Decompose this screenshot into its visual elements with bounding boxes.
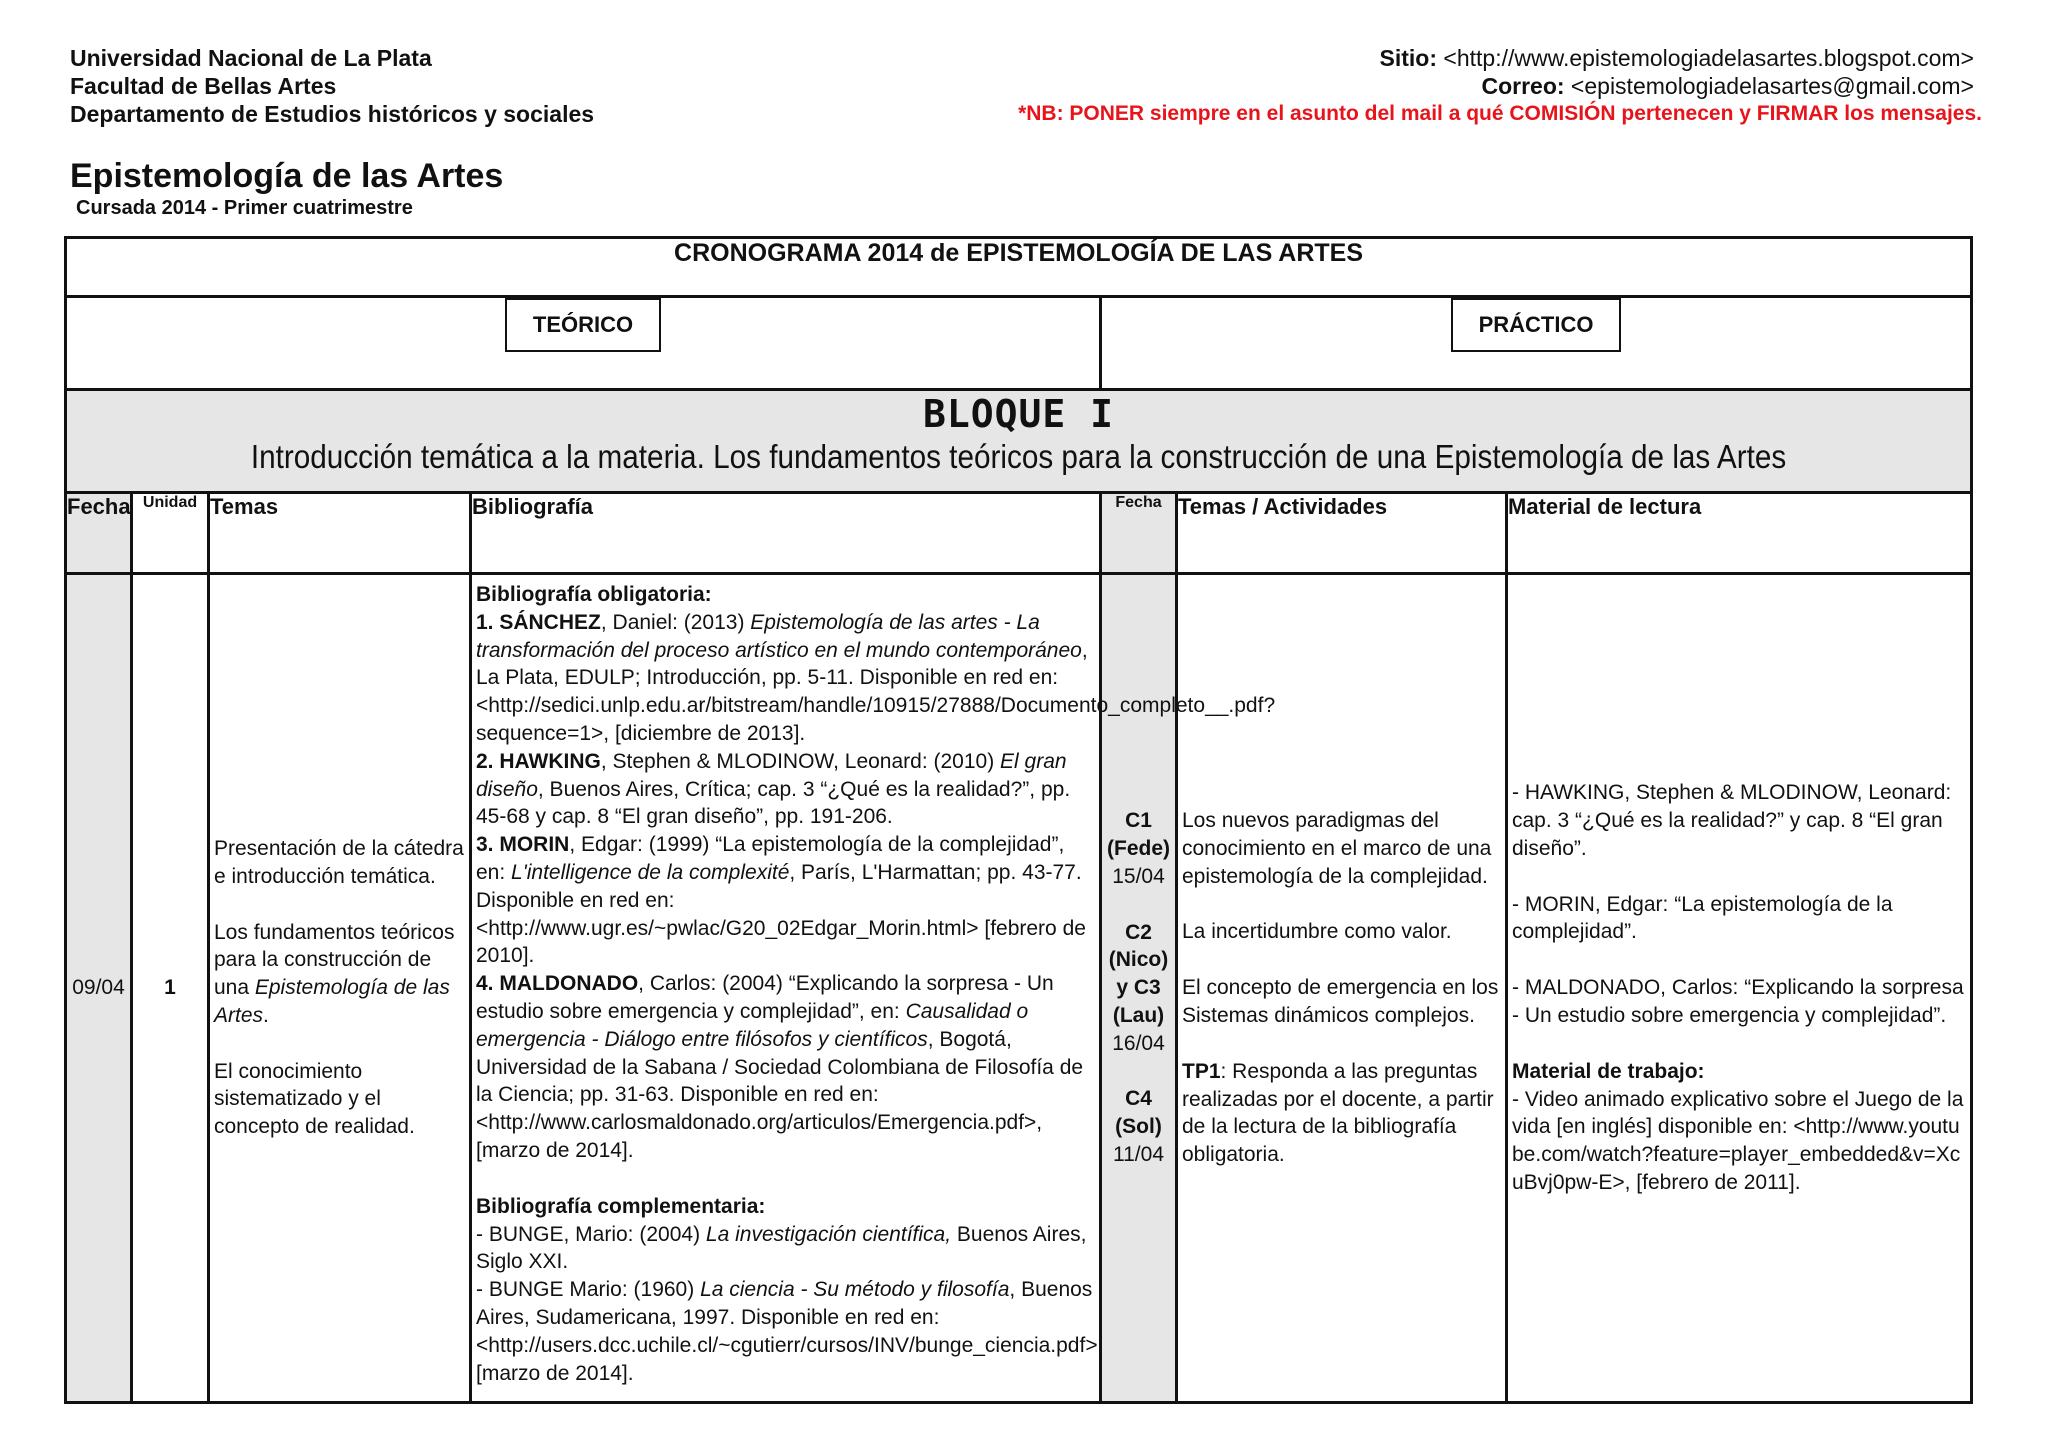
institution-header (70, 44, 594, 128)
row-material (1507, 574, 1972, 1403)
actividad-tp1: TP1: Responda a las preguntas realizadas por el docente, a partir de la lectura de la bibliografía obligatoria. (1182, 1059, 1494, 1167)
comision-2-3: C2 (Nico) y C3 (Lau) (1108, 920, 1169, 1027)
bib-comp-entry-1: - BUNGE, Mario: (2004) La investigación científica, Buenos Aires, Siglo XXI. (476, 1222, 1087, 1274)
bib-obligatoria-title: Bibliografía obligatoria: (476, 583, 712, 606)
bib-entry-4: 4. MALDONADO, Carlos: (2004) “Explicando la sorpresa - Un estudio sobre emergencia y complejidad”, en: Causalidad o emergencia - Diálogo entre filósofos y científicos, Bogotá, Universidad de la Sabana / Sociedad Colombiana de Filosofía de la Ciencia; pp. 31-63. Disponible en red en: <http://www.carlosmaldonado.org/articulos/Emergencia.pdf>, [marzo de 2014]. (476, 972, 1084, 1162)
material-maldonado: - MALDONADO, Carlos: “Explicando la sorpresa - Un estudio sobre emergencia y complejidad”. (1512, 976, 1964, 1027)
site-label: Sitio: (1379, 45, 1438, 71)
mail-link[interactable]: <epistemologiadelasartes@gmail.com> (1564, 73, 1974, 99)
header-bibliografia: Bibliografía (471, 493, 1101, 574)
bib-entry-2: 2. HAWKING, Stephen & MLODINOW, Leonard: (2010) El gran diseño, Buenos Aires, Crítica; cap. 3 “¿Qué es la realidad?”, pp. 45-68 y cap. 8 “El gran diseño”, pp. 191-206. (476, 749, 1071, 829)
cronograma-table (64, 236, 1973, 1404)
site-line (1018, 44, 1974, 72)
bloque-subtitle: Introducción temática a la materia. Los fundamentos teóricos para la construcción de una Epistemología de las Artes (250, 438, 1787, 475)
row-temas (209, 574, 471, 1403)
comision-2-3-date: 16/04 (1112, 1031, 1165, 1055)
bloque-banner (66, 390, 1972, 493)
course-title-block (70, 156, 503, 220)
comision-4: C4 (Sol) (1115, 1087, 1162, 1139)
header-temas-actividades: Temas / Actividades (1177, 493, 1507, 574)
comision-1-date: 15/04 (1112, 864, 1165, 888)
mail-line (1018, 72, 1974, 100)
nb-notice: *NB: PONER siempre en el asunto del mail a qué COMISIÓN pertenecen y FIRMAR los mensajes. (1018, 102, 1982, 125)
tema-conocimiento: El conocimiento sistematizado y el concepto de realidad. (214, 1059, 415, 1139)
material-trabajo-title: Material de trabajo: (1512, 1059, 1705, 1083)
comision-1: C1 (Fede) (1107, 809, 1170, 860)
department-name: Departamento de Estudios históricos y sociales (70, 101, 595, 127)
bib-entry-3: 3. MORIN, Edgar: (1999) “La epistemología de la complejidad”, en: L'intelligence de la complexité, París, L'Harmattan; pp. 43-77. Disponible en red en: <http://www.ugr.es/~pwlac/G20_02Edgar_Morin.html> [febrero de 2010]. (476, 833, 1086, 968)
bloque-title: BLOQUE I (923, 392, 1115, 436)
teorico-cell (66, 297, 1101, 390)
bib-comp-entry-2: - BUNGE Mario: (1960) La ciencia - Su método y filosofía, Buenos Aires, Sudamericana, 1997. Disponible en red en: <http://users.dcc.uchile.cl/~cgutierr/cursos/INV/bunge_ciencia.pdf>, [marzo de 2014]. (476, 1278, 1104, 1385)
actividad-incertidumbre: La incertidumbre como valor. (1182, 920, 1452, 944)
site-link[interactable]: <http://www.epistemologiadelasartes.blogspot.com> (1437, 45, 1974, 71)
mail-label: Correo: (1481, 73, 1565, 99)
material-morin: - MORIN, Edgar: “La epistemología de la complejidad”. (1512, 892, 1893, 944)
faculty-name: Facultad de Bellas Artes (70, 73, 337, 99)
tema-presentacion: Presentación de la cátedra e introducción temática. (214, 836, 464, 888)
course-subtitle: Cursada 2014 - Primer cuatrimestre (76, 197, 413, 219)
material-hawking: - HAWKING, Stephen & MLODINOW, Leonard: cap. 3 “¿Qué es la realidad?” y cap. 8 “El gran diseño”. (1512, 781, 1952, 860)
actividad-paradigmas: Los nuevos paradigmas del conocimiento en el marco de una epistemología de la complejidad. (1182, 809, 1492, 888)
header-temas: Temas (209, 493, 471, 574)
course-title: Epistemología de las Artes (70, 157, 504, 195)
header-material: Material de lectura (1507, 493, 1972, 574)
university-name: Universidad Nacional de La Plata (70, 45, 432, 71)
header-fecha: Fecha (66, 493, 132, 574)
practico-cell (1101, 297, 1972, 390)
row-unidad: 1 (132, 574, 209, 1403)
contact-header (1018, 44, 1982, 128)
actividad-emergencia: El concepto de emergencia en los Sistemas dinámicos complejos. (1182, 976, 1499, 1027)
bib-entry-1: 1. SÁNCHEZ, Daniel: (2013) Epistemología de las artes - La transformación del proceso artístico en el mundo contemporáneo, La Plata, EDULP; Introducción, pp. 5-11. Disponible en red en: <http://sedici.unlp.edu.ar/bitstream/handle/10915/27888/Documento_completo__.pdf?sequence=1>, [diciembre de 2013]. (476, 610, 1276, 745)
material-trabajo-video: - Video animado explicativo sobre el Juego de la vida [en inglés] disponible en: <http://www.youtube.com/watch?feature=player_embedded&v=XcuBvj0pw-E>, [febrero de 2011]. (1512, 1087, 1964, 1194)
practico-label: PRÁCTICO (1451, 298, 1622, 352)
header-unidad: Unidad (132, 493, 209, 574)
header-fecha-practico: Fecha (1101, 493, 1177, 574)
table-title: CRONOGRAMA 2014 de EPISTEMOLOGÍA DE LAS ARTES (66, 238, 1972, 297)
row-fecha: 09/04 (66, 574, 132, 1403)
bib-complementaria-title: Bibliografía complementaria: (476, 1194, 766, 1218)
comision-4-date: 11/04 (1113, 1143, 1164, 1167)
tema-fundamentos: Los fundamentos teóricos para la construcción de una Epistemología de las Artes. (214, 920, 455, 1027)
teorico-label: TEÓRICO (505, 298, 661, 352)
